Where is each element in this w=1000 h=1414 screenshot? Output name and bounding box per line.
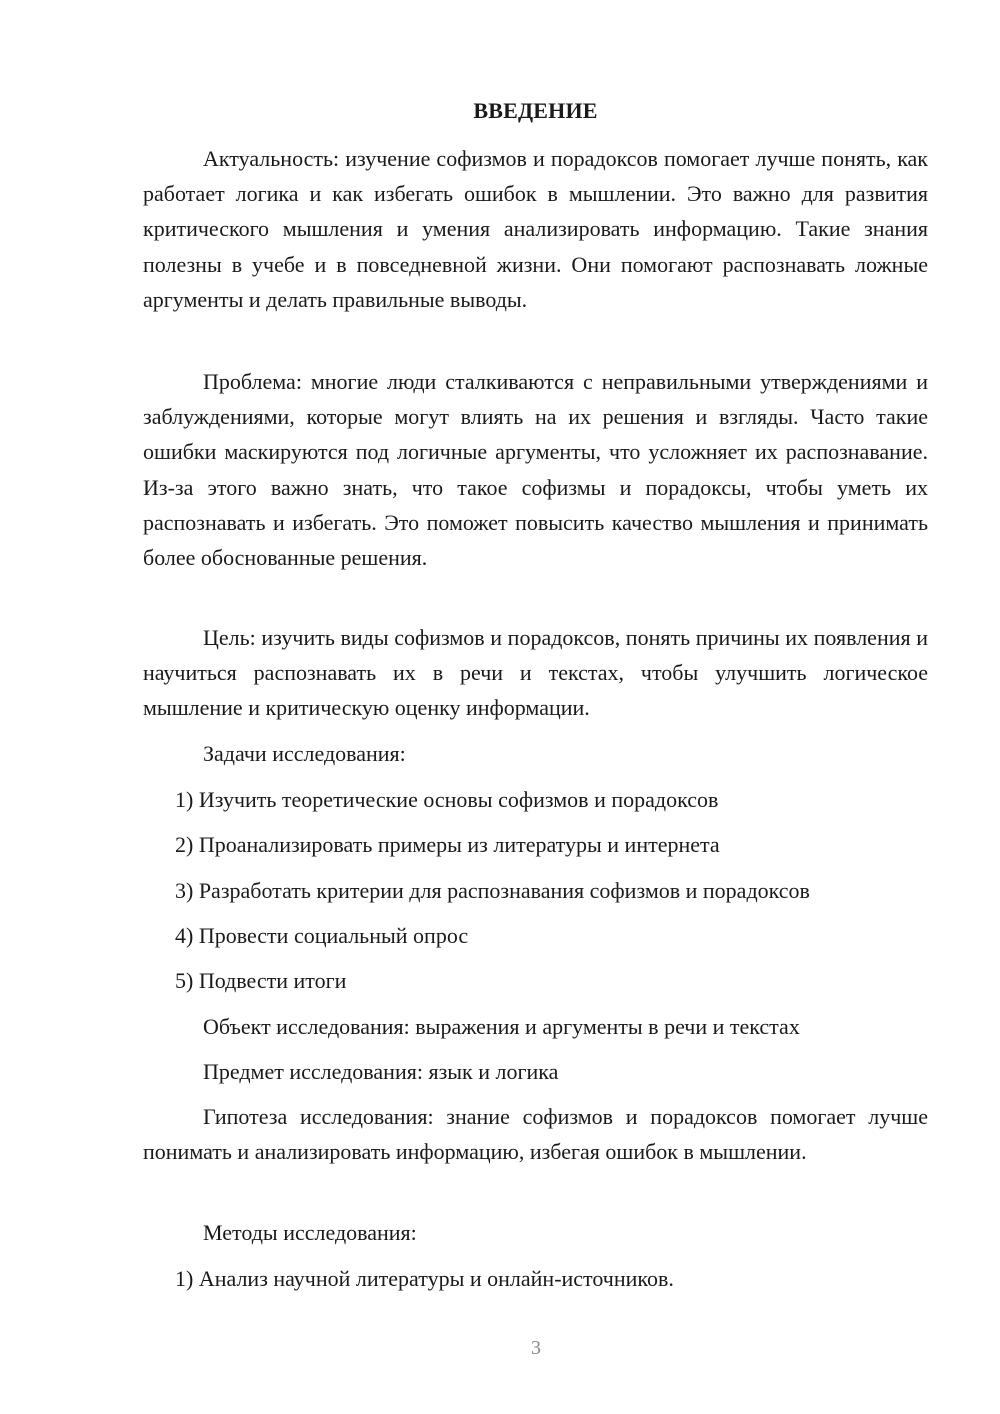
task-item-4: 4) Провести социальный опрос — [175, 923, 469, 948]
task-item-3: 3) Разработать критерии для распознавания софизмов и порадоксов — [175, 878, 810, 903]
methods-title: Методы исследования: — [203, 1220, 417, 1245]
problem-paragraph: Проблема: многие люди сталкиваются с неправильными утверждениями и заблуждениями, которые могут влиять на их решения и взгляды. Часто такие ошибки маскируются под логичные аргументы, что усложняет их распознавание. Из-за этого важно знать, что такое софизмы и порадоксы, чтобы уметь их распознавать и избегать. Это поможет повысить качество мышления и принимать более обоснованные решения. — [143, 369, 928, 571]
goal-paragraph: Цель: изучить виды софизмов и порадоксов, понять причины их появления и научиться распознавать их в речи и текстах, чтобы улучшить логическое мышление и критическую оценку информации. — [143, 625, 928, 721]
section-heading: ВВЕДЕНИЕ — [473, 98, 598, 123]
task-item-1: 1) Изучить теоретические основы софизмов и порадоксов — [175, 787, 719, 812]
tasks-title: Задачи исследования: — [203, 741, 406, 766]
task-item-2: 2) Проанализировать примеры из литературы и интернета — [175, 832, 720, 857]
research-object: Объект исследования: выражения и аргументы в речи и текстах — [203, 1014, 800, 1039]
page-number: 3 — [531, 1337, 541, 1359]
relevance-paragraph: Актуальность: изучение софизмов и порадоксов помогает лучше понять, как работает логика и как избегать ошибок в мышлении. Это важно для развития критического мышления и умения анализировать информацию. Такие знания полезны в учебе и в повседневной жизни. Они помогают распознавать ложные аргументы и делать правильные выводы. — [143, 146, 928, 312]
hypothesis-paragraph: Гипотеза исследования: знание софизмов и порадоксов помогает лучше понимать и анализировать информацию, избегая ошибок в мышлении. — [143, 1104, 928, 1165]
method-item-1: 1) Анализ научной литературы и онлайн-источников. — [175, 1266, 674, 1291]
research-subject: Предмет исследования: язык и логика — [203, 1059, 559, 1084]
task-item-5: 5) Подвести итоги — [175, 968, 347, 993]
